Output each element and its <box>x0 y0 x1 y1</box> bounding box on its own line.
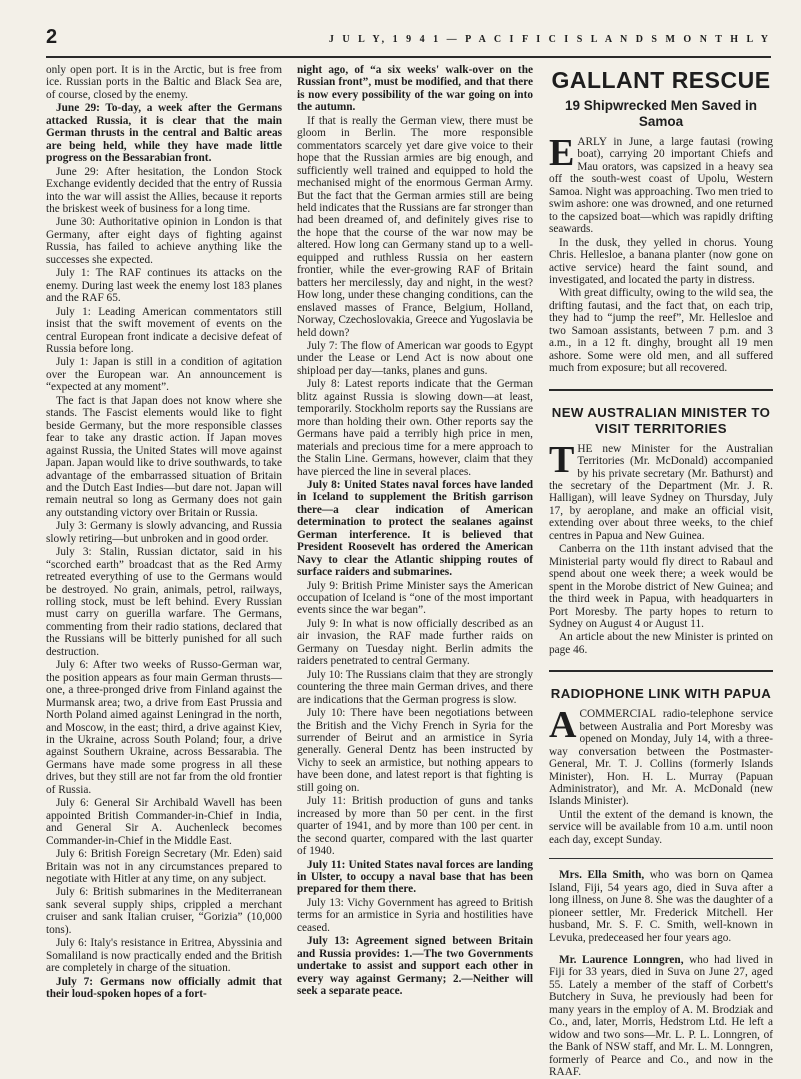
news-item: July 8: Latest reports indicate that the German blitz against Russia is slowing down—at least, temporarily. Stockholm reports say the Russians are more than holding their own. Other reports say the Germans have paid a terribly high price in men, materials and precious time for a mere approach to the Stalin Line. Germans, however, claim that they have pierced the line in several places. <box>297 378 533 478</box>
obituary: Mr. Laurence Lonngren, who had lived in Fiji for 33 years, died in Suva on June 27, aged 55. Lately a member of the staff of Corbett's Butchery in Suva, he previously had been for many years in the employ of A. M. Brodziak and Co., and, later, Morris, Hedstrom Ltd. He left a widow and two sons—Mr. L. P. L. Lonngren, of the Bank of NSW staff, and Mr. L. M. Lonngren, formerly of Pearce and Co., and now in the RAAF. <box>549 954 773 1079</box>
drop-cap: A <box>549 704 577 747</box>
news-item: July 1: Leading American commentators still insist that the swift movement of events on the central European front indicate a decisive defeat of Russia before long. <box>46 305 282 355</box>
news-item: If that is really the German view, there must be gloom in Berlin. The more responsible commentators scarcely yet dare give voice to their hope that the Russian armies are big enough, and sufficiently well trained and equipped to hold the mechanised might of the enormous German Army. But the fact that the German armies still are being held indicates that the Russians are far stronger than had been dreamed of, and definitely gives rise to the hope that the course of the war now may be altered. How long can Germany stand up to a well-equipped and ruthless Russia on her eastern frontier, while the ever-growing RAF of Britain batters her mercilessly, day and night, in the west? How long, under these changing conditions, can the enslaved masses of France, Belgium, Holland, Norway, Czechoslovakia, Greece and Yugoslavia be held down? <box>297 114 533 339</box>
news-item: July 7: The flow of American war goods to Egypt under the Lease or Lend Act is now about one shipload per day—tanks, planes and guns. <box>297 339 533 377</box>
radiophone-para: Until the extent of the demand is known, the service will be available from 10 a.m. until noon each day, except Sunday. <box>549 808 773 846</box>
news-item: July 3: Stalin, Russian dictator, said in his “scorched earth” broadcast that as the Red Army retreated everything of use to the Germans would be destroyed. No grain, animals, petrol, railways, rolling stock, must be left behind. Every Russian must carry on guerilla warfare. The Germans, commenting from their radio stations, declared that the Russians will be bitterly punished for all such destruction. <box>46 546 282 658</box>
radiophone-lead: ACOMMERCIAL radio-telephone service between Australia and Port Moresby was opened on Monday, July 14, with a three-way conversation between the Postmaster-General, Mr. T. J. Collins (formerly Islands Minister), Hon. H. L. Murray (Papuan Administrator), and Mr. A. McDonald (new Islands Minister). <box>549 704 773 808</box>
news-item: The fact is that Japan does not know where she stands. The Fascist elements would like to fight beside Germany, but the more responsible classes fear to take any drastic action. If Japan moves against Russia, the United States will move against Japan. Japan would like to drive southwards, to take advantage of the embarrassed situation of Britain and the Dutch East Indies—but dare not. Japan will remain neutral so long as Germany does not gain any outstanding victory over Britain or Russia. <box>46 394 282 519</box>
news-item: July 6: General Sir Archibald Wavell has been appointed British Commander-in-Chief in India, and General Sir A. Auchenleck becomes Commander-in-Chief in the Middle East. <box>46 797 282 847</box>
news-item: July 10: There have been negotiations between the British and the Vichy French in Syria for the surrender of Beirut and an armistice in Syria generally. General Dentz has been instructed by Vichy to seek an armistice, but nothing appears to have been done, and latest report is that fighting is still going on. <box>297 707 533 794</box>
news-item: July 9: In what is now officially described as an air invasion, the RAF made further raids on Germany on Tuesday night. Berlin admits the raiders penetrated to central Germany. <box>297 617 533 668</box>
news-item: June 30: Authoritative opinion in London is that Germany, after eight days of fighting against Russia, has failed to achieve anything like the successes she expected. <box>46 216 282 266</box>
news-item: July 1: The RAF continues its attacks on the enemy. During last week the enemy lost 183 planes and the RAF 65. <box>46 267 282 305</box>
news-item: July 6: British Foreign Secretary (Mr. Eden) said Britain was not in any circumstances prepared to negotiate with Hitler at any time, on any subject. <box>46 848 282 885</box>
column-1 <box>46 64 282 1044</box>
minister-para: An article about the new Minister is printed on page 46. <box>549 631 773 656</box>
column-2 <box>297 64 533 1044</box>
minister-para: Canberra on the 11th instant advised that the Ministerial party would fly direct to Rabaul and spend about one week there; a week would be spent in the Morobe district of New Guinea; and the third week in Papua, with headquarters in Port Moresby. The party hopes to return to Sydney on August 4 or August 11. <box>549 543 773 630</box>
gallant-rescue-para: In the dusk, they yelled in chorus. Young Chris. Hellesloe, a banana planter (now gone on active service) heard the faint sound, and investigated, and located the party in distress. <box>549 236 773 286</box>
news-item: night ago, of “a six weeks' walk-over on the Russian front”, must be modified, and that there is now every possibility of the war going on into the autumn. <box>297 64 533 114</box>
news-item: June 29: To-day, a week after the Germans attacked Russia, it is clear that the main German thrusts in the central and Baltic areas are being held, while they have made little progress on the Bessarabian front. <box>46 102 282 165</box>
news-item: July 13: Vichy Government has agreed to British terms for an armistice in Syria and hostilities have ceased. <box>297 896 533 934</box>
section-rule <box>549 858 773 859</box>
news-item: July 11: British production of guns and tanks increased by more than 50 per cent. in the first quarter of 1941, and by more than 100 per cent. in the second quarter, compared with the last quarter of 1940. <box>297 795 533 858</box>
page-header <box>46 28 771 58</box>
news-item: July 7: Germans now officially admit that their loud-spoken hopes of a fort- <box>46 975 282 1001</box>
obituary: Mrs. Ella Smith, who was born on Qamea Island, Fiji, 54 years ago, died in Suva after a long illness, on June 8. She was the daughter of a pioneer settler, Mr. Frederick Mitchell. Her husband, Mr. S. F. C. Smith, well-known in Levuka, predeceased her four years ago. <box>549 869 773 944</box>
radiophone-title: RADIOPHONE LINK WITH PAPUA <box>550 686 772 702</box>
news-item: July 3: Germany is slowly advancing, and Russia slowly retiring—but unbroken and in good order. <box>46 520 282 545</box>
news-item: July 8: United States naval forces have landed in Iceland to supplement the British garrison there—a clear indication of American determination to protect the sealanes against German interference. It is believed that President Roosevelt has ordered the American Navy to clear the Atlantic shipping routes of surface raiders and submarines. <box>297 478 533 579</box>
news-item: July 1: Japan is still in a condition of agitation over the European war. An announcement is “expected at any moment”. <box>46 356 282 394</box>
running-head: J U L Y, 1 9 4 1 — P A C I F I C I S L A N D S M O N T H L Y <box>328 34 771 45</box>
news-item: July 13: Agreement signed between Britain and Russia provides: 1.—The two Governments undertake to assist and support each other in every way against Germany; 2.—Neither will seek a separate peace. <box>297 935 533 998</box>
section-rule <box>549 670 773 672</box>
gallant-rescue-lead: EARLY in June, a large fautasi (rowing boat), carrying 20 important Chiefs and Mau orators, was capsized in a heavy sea off the south-west coast of Upolu, Western Samoa. Night was approaching. Two men tried to swim ashore: one was drowned, and one returned to the capsized boat—which was rapidly drifting seawards. <box>549 132 773 236</box>
drop-cap: E <box>549 132 575 174</box>
minister-lead: THE new Minister for the Australian Territories (Mr. McDonald) accompanied by his private secretary (Mr. Bathurst) and the secretary of the Department (Mr. J. R. Halligan), will leave Sydney on Thursday, July 17, by aeroplane, and make an official visit, extending over about three weeks, to the chief centres in Papua and New Guinea. <box>549 438 773 542</box>
drop-cap: T <box>549 438 575 481</box>
gallant-rescue-title: GALLANT RESCUE <box>551 67 771 93</box>
news-item: July 6: British submarines in the Mediterranean sank several supply ships, crippled a merchant cruiser and sank Italian cruiser, “Gorizia” (10,000 tons). <box>46 886 282 936</box>
news-item: July 11: United States naval forces are landing in Ulster, to occupy a naval base that has been prepared for them there. <box>297 858 533 896</box>
news-item: July 6: Italy's resistance in Eritrea, Abyssinia and Somaliland is now practically ended and the British are completely in charge of the situation. <box>46 937 282 975</box>
news-item: July 9: British Prime Minister says the American occupation of Iceland is “one of the most important events since the war began”. <box>297 579 533 617</box>
news-item: July 10: The Russians claim that they are strongly countering the three main German drives, and there are indications that the German progress is slow. <box>297 668 533 706</box>
column-3 <box>549 64 773 1079</box>
minister-title: NEW AUSTRALIAN MINISTER TO VISIT TERRITORIES <box>551 404 771 436</box>
news-item: July 6: After two weeks of Russo-German war, the position appears as four main German thrusts—one, a three-pronged drive from Finland against the Murmansk area; two, a drive from East Prussia and North Poland aimed against Leningrad in the north, and Moscow, in the east; third, a drive against Kiev, in the Ukraine, across South Poland; four, a drive against Southern Ukraine, across Bessarabia. The Germans have made some progress in all these drives, but they still are not far from the old frontier of Russia. <box>46 659 282 796</box>
news-item: June 29: After hesitation, the London Stock Exchange evidently decided that the entry of Russia into the war will assist the Allies, because it reports the briskest week of business for a long time. <box>46 165 282 215</box>
gallant-rescue-subtitle: 19 Shipwrecked Men Saved in Samoa <box>564 98 758 129</box>
gallant-rescue-para: With great difficulty, owing to the wild sea, the drifting fautasi, and the fact that, on each trip, they had to “jump the reef”, Mr. Hellesloe and two Samoan assistants, between 7 p.m. and 3 a.m., in a 12 ft. dinghy, brought all 19 men ashore. Some were old men, and all suffered much from exposure; but all recovered. <box>549 287 773 375</box>
section-rule <box>549 389 773 391</box>
news-item: only open port. It is in the Arctic, but is free from ice. Russian ports in the Baltic and Black Sea are, of course, closed by the enemy. <box>46 64 282 101</box>
page-number: 2 <box>46 26 58 48</box>
